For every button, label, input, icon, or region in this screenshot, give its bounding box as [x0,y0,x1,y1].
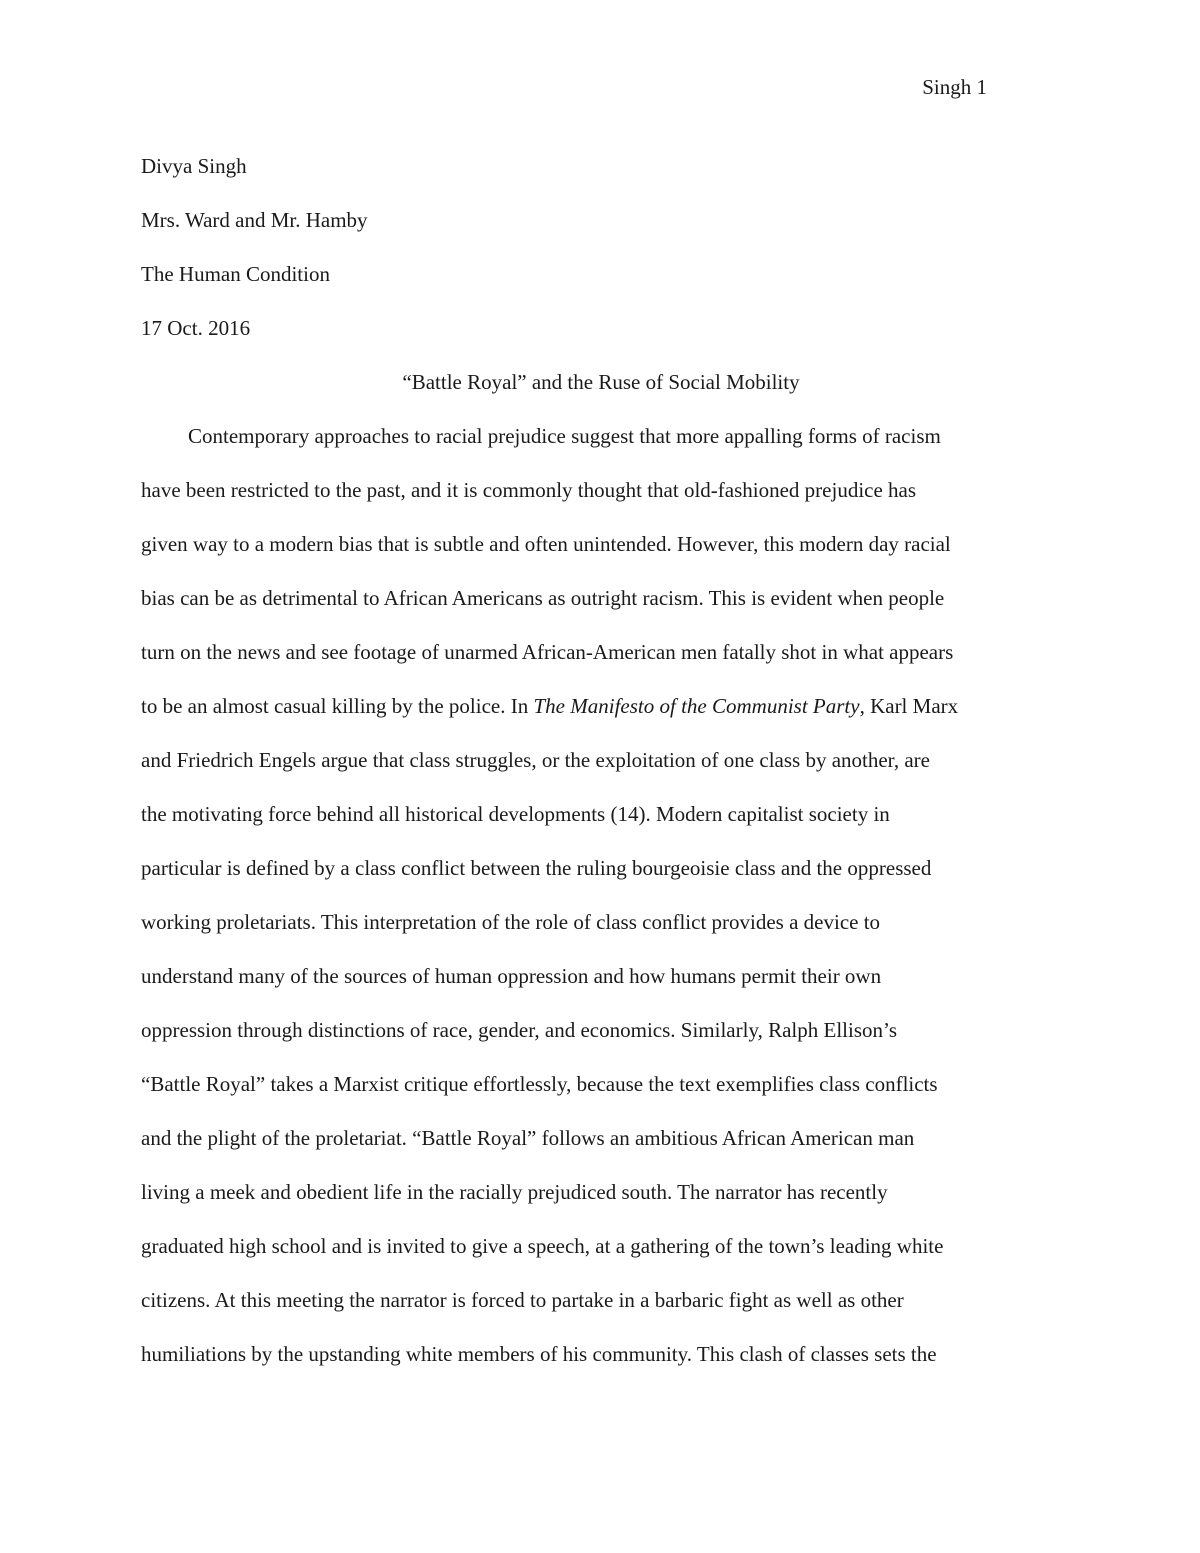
body-line: Contemporary approaches to racial prejudice suggest that more appalling forms of racism [188,424,941,448]
body-line: and Friedrich Engels argue that class struggles, or the exploitation of one class by another, are [141,748,930,772]
paper-content [141,139,1061,1381]
body-line-with-title [141,679,1061,733]
body-line: the motivating force behind all historical developments (14). Modern capitalist society in [141,802,890,826]
instructor-names: Mrs. Ward and Mr. Hamby [141,208,368,232]
body-line: have been restricted to the past, and it is commonly thought that old-fashioned prejudice has [141,478,917,502]
paper-title: “Battle Royal” and the Ruse of Social Mobility [402,370,800,394]
book-title: The Manifesto of the Communist Party [533,694,860,718]
body-line: living a meek and obedient life in the racially prejudiced south. The narrator has recently [141,1180,888,1204]
body-line: graduated high school and is invited to give a speech, at a gathering of the town’s leading white [141,1234,944,1258]
body-line: understand many of the sources of human oppression and how humans permit their own [141,964,882,988]
body-line: turn on the news and see footage of unarmed African-American men fatally shot in what appears [141,640,954,664]
body-line: working proletariats. This interpretation of the role of class conflict provides a device to [141,910,881,934]
body-line-segment: to be an almost casual killing by the police. In [141,694,534,718]
body-line: given way to a modern bias that is subtle and often unintended. However, this modern day racial [141,532,951,556]
paper-date: 17 Oct. 2016 [141,316,251,340]
course-name: The Human Condition [141,262,330,286]
body-line-segment: , Karl Marx [859,694,959,718]
body-paragraph [141,409,1061,1381]
body-line: oppression through distinctions of race, gender, and economics. Similarly, Ralph Ellison’s [141,1018,897,1042]
body-line: citizens. At this meeting the narrator is forced to partake in a barbaric fight as well as other [141,1288,904,1312]
body-line: particular is defined by a class conflict between the ruling bourgeoisie class and the oppressed [141,856,932,880]
author-name: Divya Singh [141,154,247,178]
body-line: “Battle Royal” takes a Marxist critique effortlessly, because the text exemplifies class conflicts [141,1072,938,1096]
body-line: humiliations by the upstanding white members of his community. This clash of classes sets the [141,1342,937,1366]
body-line: and the plight of the proletariat. “Battle Royal” follows an ambitious African American man [141,1126,915,1150]
body-line: bias can be as detrimental to African Americans as outright racism. This is evident when people [141,586,945,610]
running-head: Singh 1 [922,75,987,99]
